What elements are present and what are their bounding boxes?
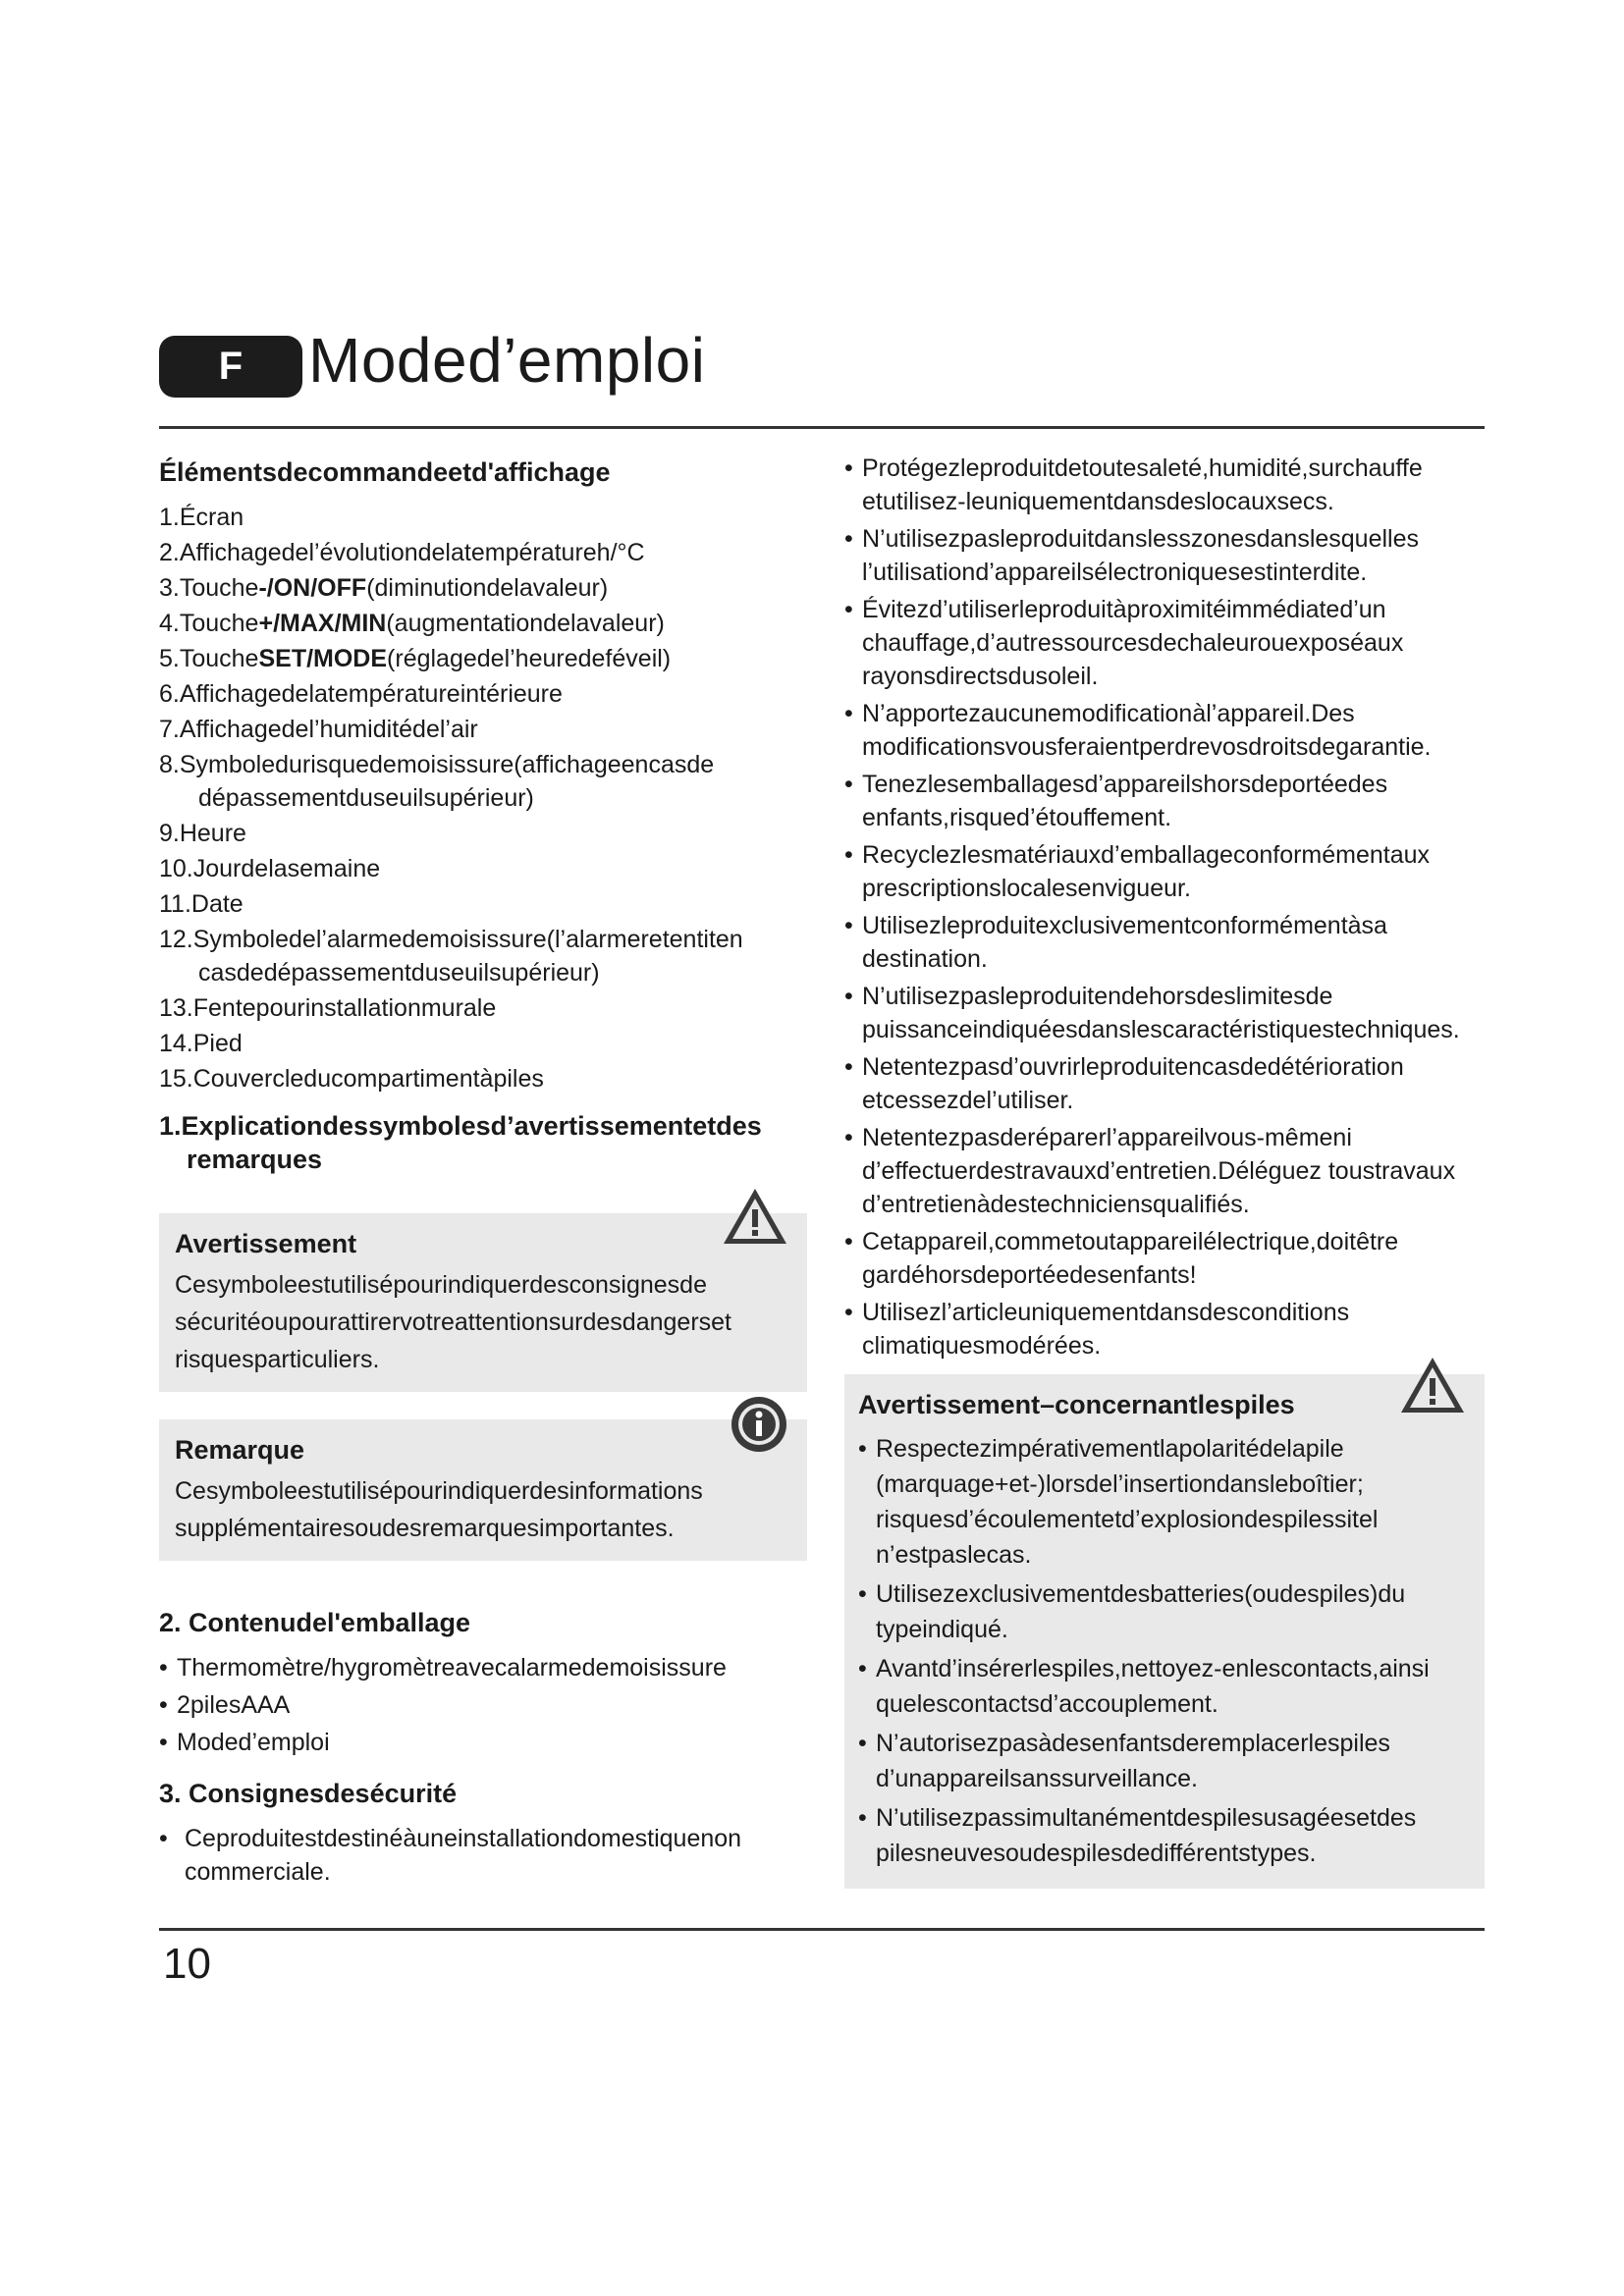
note-box-text: Cesymboleestutilisépourindiquerdesinformations supplémentairesoudesremarquesimportantes. xyxy=(175,1477,703,1542)
list-item: • Thermomètre/hygromètreavecalarmedemoisissure xyxy=(159,1651,807,1684)
list-item: 13.Fentepourinstallationmurale xyxy=(159,994,497,1022)
controls-heading: Élémentsdecommandeetd'affichage xyxy=(159,457,611,487)
list-item: • Utilisezl’articleuniquementdansdesconditions climatiquesmodérées. xyxy=(844,1296,1485,1362)
battery-warning-list xyxy=(858,1431,1467,1871)
list-item: 15.Couvercleducompartimentàpiles xyxy=(159,1065,544,1093)
safety-heading: 3. Consignesdesécurité xyxy=(159,1779,458,1808)
list-item: 4.Touche+/MAX/MIN(augmentationdelavaleur) xyxy=(159,610,665,637)
list-item: 8.Symboledurisquedemoisissure(affichageencasde dépassementduseuilsupérieur) xyxy=(159,751,715,812)
list-item: • N’autorisezpasàdesenfantsderemplacerlespiles d’unappareilsanssurveillance. xyxy=(858,1726,1467,1796)
document-title: Moded’emploi xyxy=(308,325,706,396)
list-item: • Moded’emploi xyxy=(159,1726,807,1759)
list-item: • Respectezimpérativementlapolaritédelapile (marquage+et-)lorsdel’insertiondansleboîtier; risquesd’écoulementetd’explosiondespilessitel n’estpaslecas. xyxy=(858,1431,1467,1573)
list-item: • Tenezlesemballagesd’appareilshorsdeportéedes enfants,risqued’étouffement. xyxy=(844,768,1485,834)
page-header xyxy=(159,324,1485,432)
list-item: • Netentezpasderéparerl’appareilvous-mêmeni d’effectuerdestravauxd’entretien.Déléguez toustravaux d’entretienàdestechniciensqualifiés. xyxy=(844,1121,1485,1221)
note-box xyxy=(159,1419,807,1561)
list-item: 1.Écran xyxy=(159,504,244,531)
symbols-heading: 1.Explicationdessymbolesd’avertissementetdes remarques xyxy=(159,1111,762,1174)
list-item: 9.Heure xyxy=(159,820,246,847)
list-item: 11.Date xyxy=(159,890,244,918)
battery-warning-box xyxy=(844,1374,1485,1889)
list-item: 3.Touche-/ON/OFF(diminutiondelavaleur) xyxy=(159,574,609,602)
warning-triangle-icon xyxy=(1398,1355,1467,1424)
safety-list-right xyxy=(844,452,1485,1362)
list-item: 6.Affichagedelatempératureintérieure xyxy=(159,680,563,708)
list-item: • Utilisezexclusivementdesbatteries(oudespiles)du typeindiqué. xyxy=(858,1576,1467,1647)
warning-box-title: Avertissement xyxy=(175,1229,357,1258)
list-item: • N’utilisezpasleproduitdanslesszonesdanslesquelles l’utilisationd’appareilsélectroniquesestinterdite. xyxy=(844,522,1485,589)
safety-list-left xyxy=(159,1822,807,1889)
list-item: • Netentezpasd’ouvrirleproduitencasdedétérioration etcessezdel’utiliser. xyxy=(844,1050,1485,1117)
list-item: • Cetappareil,commetoutappareilélectrique,doitêtre gardéhorsdeportéedesenfants! xyxy=(844,1225,1485,1292)
left-column xyxy=(159,452,807,1893)
list-item: 5.ToucheSET/MODE(réglagedel’heuredeféveil) xyxy=(159,645,672,672)
warning-triangle-icon xyxy=(721,1186,789,1255)
list-item: 12.Symboledel’alarmedemoisissure(l’alarmeretentiten casdedépassementduseuilsupérieur) xyxy=(159,926,743,987)
list-item: • N’utilisezpassimultanémentdespilesusagéesetdes pilesneuvesoudespilesdedifférentstypes. xyxy=(858,1800,1467,1871)
list-item: • Ceproduitestdestinéàuneinstallationdomestiquenon commerciale. xyxy=(159,1822,807,1889)
warning-box xyxy=(159,1213,807,1392)
list-item: • Utilisezleproduitexclusivementconformémentàsa destination. xyxy=(844,909,1485,976)
list-item: • Protégezleproduitdetoutesaleté,humidité,surchauffe etutilisez-leuniquementdansdeslocauxsecs. xyxy=(844,452,1485,518)
list-item: • Évitezd’utiliserleproduitàproximitéimmédiated’un chauffage,d’autressourcesdechaleurouexposéaux rayonsdirectsdusoleil. xyxy=(844,593,1485,693)
list-item: 10.Jourdelasemaine xyxy=(159,855,381,882)
info-icon xyxy=(729,1394,789,1464)
list-item: • N’utilisezpasleproduitendehorsdeslimitesde puissanceindiquéesdanslescaractéristiquestechniques. xyxy=(844,980,1485,1046)
language-badge: F xyxy=(159,336,302,398)
list-item: 2.Affichagedel’évolutiondelatempératureh/°C xyxy=(159,539,645,566)
list-item: 7.Affichagedel’humiditédel’air xyxy=(159,716,478,743)
header-divider xyxy=(159,426,1485,429)
list-item: • Recyclezlesmatériauxd’emballageconformémentaux prescriptionslocalesenvigueur. xyxy=(844,838,1485,905)
right-column xyxy=(844,452,1485,1889)
list-item: • Avantd’insérerlespiles,nettoyez-enlescontacts,ainsi quelescontactsd’accouplement. xyxy=(858,1651,1467,1722)
package-heading: 2. Contenudel'emballage xyxy=(159,1608,470,1637)
package-list xyxy=(159,1651,807,1759)
list-item: 14.Pied xyxy=(159,1030,243,1057)
list-item: • 2pilesAAA xyxy=(159,1688,807,1722)
note-box-title: Remarque xyxy=(175,1435,305,1465)
page-number: 10 xyxy=(163,1940,211,1988)
battery-warning-title: Avertissement–concernantlespiles xyxy=(858,1390,1295,1419)
controls-list xyxy=(159,501,807,1095)
warning-box-text: Cesymboleestutilisépourindiquerdesconsignesde sécuritéoupourattirervotreattentionsurdesdangerset risquesparticuliers. xyxy=(175,1271,732,1373)
list-item: • N’apportezaucunemodificationàl’appareil.Des modificationsvousferaientperdrevosdroitsdegarantie. xyxy=(844,697,1485,764)
footer-divider xyxy=(159,1928,1485,1931)
